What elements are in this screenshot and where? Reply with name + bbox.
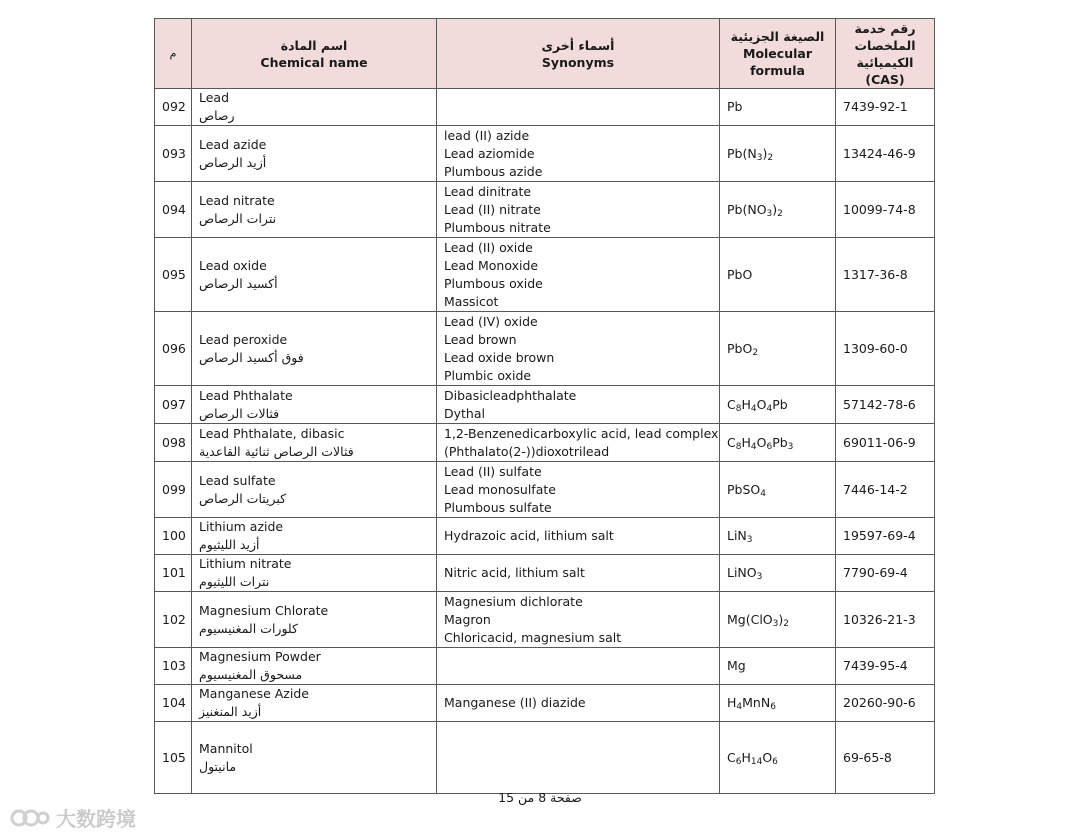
synonym: Lead dinitrate	[444, 183, 532, 199]
table-row	[155, 238, 935, 312]
chemical-name-cell	[192, 386, 437, 424]
page-number: صفحة 8 من 15	[498, 790, 582, 805]
cas-number: 69-65-8	[836, 722, 935, 794]
cas-number: 7446-14-2	[836, 462, 935, 518]
row-number: 097	[155, 386, 192, 424]
table-row	[155, 424, 935, 462]
chemical-name-en: Lead	[199, 90, 230, 105]
row-number: 093	[155, 126, 192, 182]
synonym: Lead (II) nitrate	[444, 201, 541, 217]
synonym: Manganese (II) diazide	[444, 695, 586, 710]
table-row	[155, 648, 935, 685]
row-number: 105	[155, 722, 192, 794]
chemical-name-cell	[192, 592, 437, 648]
synonym: Lead (IV) oxide	[444, 313, 538, 329]
cas-number: 13424-46-9	[836, 126, 935, 182]
table-row	[155, 685, 935, 722]
synonyms-cell	[437, 182, 720, 238]
molecular-formula: Pb	[720, 89, 836, 126]
synonym: Lead brown	[444, 331, 517, 347]
watermark	[10, 803, 136, 832]
chemical-name-ar: كبريتات الرصاص	[199, 490, 287, 506]
cas-number: 69011-06-9	[836, 424, 935, 462]
molecular-formula: $C_8H_4O_6Pb_3$	[720, 424, 836, 462]
chemical-name-ar: مسحوق المغنيسيوم	[199, 667, 303, 682]
cas-number: 1317-36-8	[836, 238, 935, 312]
row-number: 100	[155, 518, 192, 555]
chemical-name-en: Lead oxide	[199, 257, 267, 273]
cas-number: 7439-92-1	[836, 89, 935, 126]
table-header-row	[155, 19, 935, 89]
chemical-name-en: Magnesium Powder	[199, 649, 321, 664]
chemical-name-ar: مانيتول	[199, 758, 237, 774]
synonym: Lead (II) oxide	[444, 239, 533, 255]
table-row	[155, 386, 935, 424]
table-row	[155, 126, 935, 182]
synonyms-cell	[437, 555, 720, 592]
chemical-name-en: Lithium nitrate	[199, 556, 292, 571]
row-number: 094	[155, 182, 192, 238]
synonyms-cell	[437, 238, 720, 312]
watermark-text: 大数跨境	[56, 807, 136, 831]
chemical-name-cell	[192, 126, 437, 182]
chemical-name-cell	[192, 462, 437, 518]
synonyms-cell	[437, 685, 720, 722]
table-row	[155, 462, 935, 518]
chemical-name-ar: أزيد الليثيوم	[199, 537, 260, 552]
synonym: Nitric acid, lithium salt	[444, 565, 585, 580]
synonyms-cell	[437, 312, 720, 386]
chemical-name-ar: فثالات الرصاص ثنائية القاعدية	[199, 443, 354, 459]
molecular-formula: $C_8H_4O_4Pb$	[720, 386, 836, 424]
row-number: 098	[155, 424, 192, 462]
row-number: 096	[155, 312, 192, 386]
header-no: م	[155, 19, 192, 89]
chemical-name-en: Lead peroxide	[199, 331, 288, 347]
synonym: lead (II) azide	[444, 127, 530, 143]
synonym: Chloricacid, magnesium salt	[444, 629, 622, 645]
chemical-name-ar: أكسيد الرصاص	[199, 275, 278, 291]
chemical-name-en: Mannitol	[199, 740, 253, 756]
synonyms-cell	[437, 648, 720, 685]
synonym: Plumbous sulfate	[444, 499, 552, 515]
molecular-formula: PbO$_2$	[720, 312, 836, 386]
table-row	[155, 518, 935, 555]
synonym: Dythal	[444, 405, 485, 421]
molecular-formula: PbO	[720, 238, 836, 312]
row-number: 095	[155, 238, 192, 312]
chemical-name-en: Lead nitrate	[199, 192, 275, 208]
synonym: 1,2-Benzenedicarboxylic acid, lead complex	[444, 425, 719, 441]
molecular-formula: $Mg(ClO_3)_2$	[720, 592, 836, 648]
chemical-name-ar: كلورات المغنيسيوم	[199, 620, 298, 636]
synonym: Lead (II) sulfate	[444, 463, 542, 479]
synonyms-cell	[437, 424, 720, 462]
synonym: Dibasicleadphthalate	[444, 387, 577, 403]
molecular-formula: $C_6H_{14}O_6$	[720, 722, 836, 794]
table-row	[155, 182, 935, 238]
chemical-name-cell	[192, 518, 437, 555]
synonyms-cell	[437, 126, 720, 182]
synonym: Plumbic oxide	[444, 367, 532, 383]
chemical-name-ar: رصاص	[199, 108, 235, 123]
synonym: Lead aziomide	[444, 145, 535, 161]
chemical-name-cell	[192, 555, 437, 592]
synonym: Plumbous oxide	[444, 275, 543, 291]
header-synonyms: أسماء أخرى Synonyms	[437, 19, 720, 89]
header-chemical-name: اسم المادة Chemical name	[192, 19, 437, 89]
header-formula: الصيغة الجزيئية Molecular formula	[720, 19, 836, 89]
synonym: Massicot	[444, 293, 499, 309]
molecular-formula: $Pb(N_3)_2$	[720, 126, 836, 182]
chemical-name-en: Lead azide	[199, 136, 267, 152]
molecular-formula: LiN$_3$	[720, 518, 836, 555]
chemical-name-en: Magnesium Chlorate	[199, 602, 329, 618]
synonym: Magnesium dichlorate	[444, 593, 583, 609]
row-number: 092	[155, 89, 192, 126]
synonyms-cell	[437, 462, 720, 518]
synonyms-cell	[437, 89, 720, 126]
synonyms-cell	[437, 386, 720, 424]
chemical-name-en: Lithium azide	[199, 519, 284, 534]
cas-number: 20260-90-6	[836, 685, 935, 722]
synonym: (Phthalato(2-))dioxotrilead	[444, 443, 610, 459]
cas-number: 7790-69-4	[836, 555, 935, 592]
table-row	[155, 555, 935, 592]
molecular-formula: $Pb(NO_3)_2$	[720, 182, 836, 238]
synonym: Lead oxide brown	[444, 349, 555, 365]
chemical-name-ar: أزيد الرصاص	[199, 154, 267, 170]
chemical-name-ar: نترات الليثيوم	[199, 574, 270, 589]
row-number: 104	[155, 685, 192, 722]
cas-number: 7439-95-4	[836, 648, 935, 685]
chemical-name-ar: فثالات الرصاص	[199, 405, 280, 421]
synonym: Plumbous azide	[444, 163, 543, 179]
table-body	[155, 89, 935, 794]
cas-number: 1309-60-0	[836, 312, 935, 386]
header-cas: رقم خدمة الملخصات الكيميائية (CAS)	[836, 19, 935, 89]
cas-number: 57142-78-6	[836, 386, 935, 424]
chemical-name-cell	[192, 312, 437, 386]
chemical-name-en: Lead sulfate	[199, 472, 276, 488]
row-number: 101	[155, 555, 192, 592]
synonym: Plumbous nitrate	[444, 219, 551, 235]
chemical-name-en: Lead Phthalate, dibasic	[199, 425, 345, 441]
row-number: 099	[155, 462, 192, 518]
cas-number: 10326-21-3	[836, 592, 935, 648]
chemical-name-cell	[192, 648, 437, 685]
chemical-name-ar: نترات الرصاص	[199, 210, 277, 226]
chemical-name-cell	[192, 722, 437, 794]
synonym: Magron	[444, 611, 491, 627]
page-footer	[0, 790, 1080, 805]
watermark-logo-icon	[10, 807, 50, 829]
molecular-formula: Mg	[720, 648, 836, 685]
synonyms-cell	[437, 518, 720, 555]
chemical-name-en: Lead Phthalate	[199, 387, 293, 403]
chemical-name-ar: أزيد المنغنيز	[199, 704, 262, 719]
chemical-name-cell	[192, 685, 437, 722]
chemical-name-en: Manganese Azide	[199, 686, 309, 701]
cas-number: 10099-74-8	[836, 182, 935, 238]
chemical-name-cell	[192, 424, 437, 462]
synonym: Lead monosulfate	[444, 481, 556, 497]
table-row	[155, 89, 935, 126]
synonym: Hydrazoic acid, lithium salt	[444, 528, 614, 543]
chemical-name-ar: فوق أكسيد الرصاص	[199, 349, 304, 365]
synonyms-cell	[437, 592, 720, 648]
chemicals-table	[154, 18, 935, 794]
chemical-name-cell	[192, 238, 437, 312]
synonym: Lead Monoxide	[444, 257, 539, 273]
row-number: 102	[155, 592, 192, 648]
synonyms-cell	[437, 722, 720, 794]
molecular-formula: LiNO$_3$	[720, 555, 836, 592]
chemical-name-cell	[192, 89, 437, 126]
chemical-name-cell	[192, 182, 437, 238]
molecular-formula: PbSO$_4$	[720, 462, 836, 518]
cas-number: 19597-69-4	[836, 518, 935, 555]
table-row	[155, 312, 935, 386]
row-number: 103	[155, 648, 192, 685]
table-row	[155, 592, 935, 648]
table-row	[155, 722, 935, 794]
molecular-formula: $H_4MnN_6$	[720, 685, 836, 722]
